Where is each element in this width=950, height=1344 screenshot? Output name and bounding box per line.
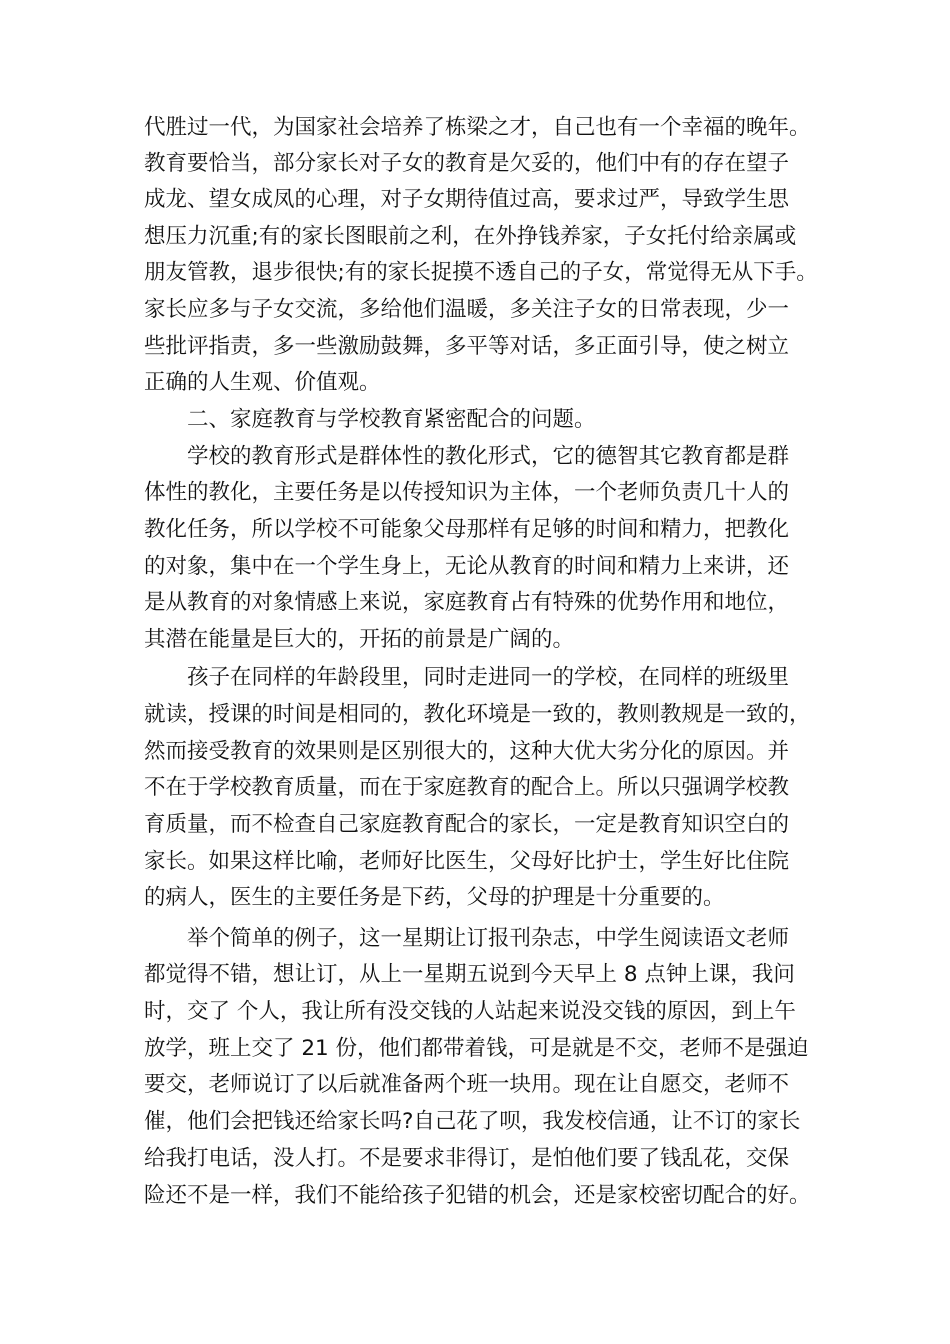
- text-line: 是从教育的对象情感上来说，家庭教育占有特殊的优势作用和地位，: [144, 590, 790, 615]
- text-line: 些批评指责，多一些激励鼓舞，多平等对话，多正面引导，使之树立: [144, 334, 790, 359]
- text-line: 的病人，医生的主要任务是下药，父母的护理是十分重要的。: [144, 885, 725, 910]
- text-line: 举个简单的例子，这一星期让订报刊杂志，中学生阅读语文老师: [187, 926, 790, 951]
- text-line: 成龙、望女成凤的心理，对子女期待值过高，要求过严，导致学生思: [144, 187, 790, 212]
- text-line: 其潜在能量是巨大的，开拓的前景是广阔的。: [144, 627, 575, 652]
- text-line: 教化任务，所以学校不可能象父母那样有足够的时间和精力，把教化: [144, 517, 790, 542]
- text-line: 要交，老师说订了以后就准备两个班一块用。现在让自愿交，老师不: [144, 1072, 790, 1097]
- text-line: 给我打电话，没人打。不是要求非得订，是怕他们要了钱乱花，交保: [144, 1146, 790, 1171]
- text-line: 代胜过一代，为国家社会培养了栋梁之才，自己也有一个幸福的晚年。: [144, 115, 811, 140]
- text-line: 不在于学校教育质量，而在于家庭教育的配合上。所以只强调学校教: [144, 775, 790, 800]
- text-line: 教育要恰当，部分家长对子女的教育是欠妥的，他们中有的存在望子: [144, 151, 790, 176]
- text-line: 学校的教育形式是群体性的教化形式，它的德智其它教育都是群: [187, 444, 790, 469]
- text-line: 放学，班上交了 21 份，他们都带着钱，可是就是不交，老师不是强迫: [144, 1036, 809, 1061]
- text-line: 家长。如果这样比喻，老师好比医生，父母好比护士，学生好比住院: [144, 849, 790, 874]
- text-line: 就读，授课的时间是相同的，教化环境是一致的，教则教规是一致的，: [144, 702, 811, 727]
- text-line: 孩子在同样的年龄段里，同时走进同一的学校，在同样的班级里: [187, 665, 790, 690]
- text-line: 的对象，集中在一个学生身上，无论从教育的时间和精力上来讲，还: [144, 554, 790, 579]
- text-line: 险还不是一样，我们不能给孩子犯错的机会，还是家校密切配合的好。: [144, 1183, 811, 1208]
- text-line: 都觉得不错，想让订，从上一星期五说到今天早上 8 点钟上课，我问: [144, 962, 795, 987]
- text-line: 时，交了 个人，我让所有没交钱的人站起来说没交钱的原因，到上午: [144, 999, 796, 1024]
- text-line: 催，他们会把钱还给家长吗?自己花了呗，我发校信通，让不订的家长: [144, 1109, 801, 1134]
- text-line: 正确的人生观、价值观。: [144, 370, 381, 395]
- text-line: 朋友管教，退步很快;有的家长捉摸不透自己的子女，常觉得无从下手。: [144, 260, 818, 285]
- text-line: 体性的教化，主要任务是以传授知识为主体，一个老师负责几十人的: [144, 480, 790, 505]
- text-line: 然而接受教育的效果则是区别很大的，这种大优大劣分化的原因。并: [144, 739, 790, 764]
- section-heading: 二、家庭教育与学校教育紧密配合的问题。: [187, 407, 596, 432]
- text-line: 家长应多与子女交流，多给他们温暖，多关注子女的日常表现，少一: [144, 297, 790, 322]
- text-line: 想压力沉重;有的家长图眼前之利，在外挣钱养家，子女托付给亲属或: [144, 224, 797, 249]
- text-line: 育质量，而不检查自己家庭教育配合的家长，一定是教育知识空白的: [144, 812, 790, 837]
